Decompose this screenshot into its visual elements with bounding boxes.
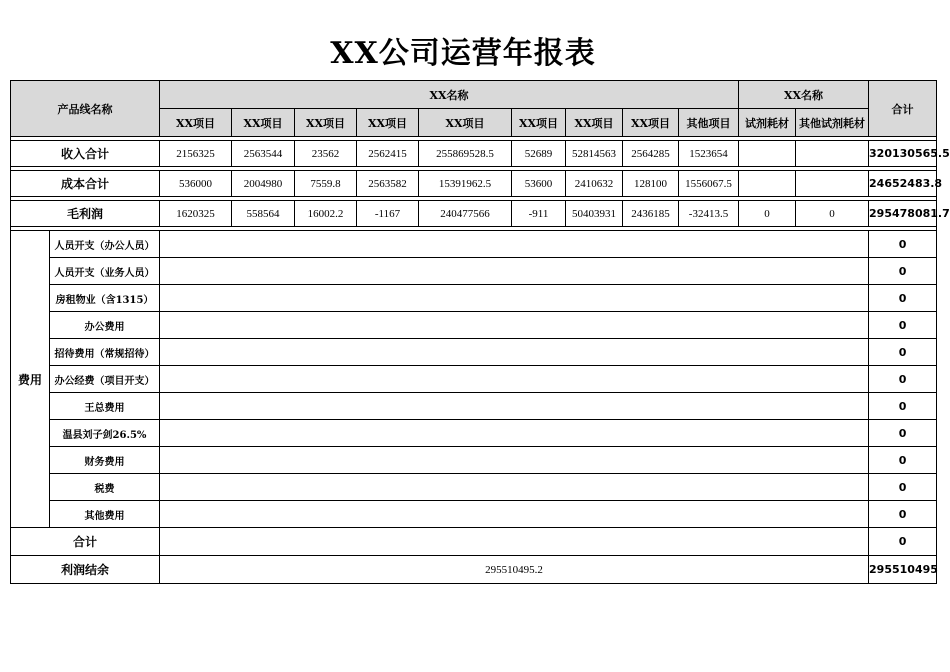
column-header: XX项目 [160, 109, 232, 137]
expense-row [11, 447, 937, 474]
column-header: XX项目 [623, 109, 679, 137]
expense-label: 王总费用 [50, 393, 160, 420]
value-cell: 1556067.5 [679, 171, 739, 197]
expense-row [11, 312, 937, 339]
value-cell: 52814563 [566, 141, 623, 167]
value-cell: 255869528.5 [419, 141, 512, 167]
expense-total: 0 [869, 258, 937, 285]
column-header: 试剂耗材 [739, 109, 796, 137]
column-header: 其他试剂耗材 [796, 109, 869, 137]
gross-profit-row-label: 毛利润 [11, 201, 160, 227]
expense-value-cell [160, 420, 869, 447]
value-cell: 240477566 [419, 201, 512, 227]
column-header: XX项目 [232, 109, 295, 137]
product-line-header: 产品线名称 [11, 81, 160, 137]
cost-row-total: 24652483.8 [869, 171, 937, 197]
expense-value-cell [160, 231, 869, 258]
value-cell: 0 [739, 201, 796, 227]
value-cell [796, 141, 869, 167]
expense-label: 办公经费（项目开支） [50, 366, 160, 393]
value-cell: 52689 [512, 141, 566, 167]
expense-total: 0 [869, 393, 937, 420]
annual-report-table [10, 80, 950, 584]
expense-value-cell [160, 285, 869, 312]
expense-row [11, 339, 937, 366]
expense-sum-value-cell [160, 528, 869, 556]
expense-value-cell [160, 474, 869, 501]
value-cell: 558564 [232, 201, 295, 227]
profit-row [11, 556, 937, 584]
value-cell [739, 171, 796, 197]
expense-total: 0 [869, 366, 937, 393]
cost-row [11, 171, 937, 197]
total-header: 合计 [869, 81, 937, 137]
expense-label: 房租物业（含1315） [50, 285, 160, 312]
expense-group-label: 费用 [11, 231, 50, 528]
profit-label: 利润结余 [11, 556, 160, 584]
value-cell: 2156325 [160, 141, 232, 167]
expense-label: 人员开支（业务人员） [50, 258, 160, 285]
expense-label: 招待费用（常规招待） [50, 339, 160, 366]
expense-total: 0 [869, 501, 937, 528]
income-row-label: 收入合计 [11, 141, 160, 167]
profit-value: 295510495.2 [160, 556, 869, 584]
value-cell: -1167 [357, 201, 419, 227]
expense-value-cell [160, 501, 869, 528]
value-cell: 1523654 [679, 141, 739, 167]
expense-row [11, 285, 937, 312]
report-title: XX公司运营年报表 [330, 36, 596, 71]
gross-profit-row-total: 295478081.7 [869, 201, 937, 227]
expense-row [11, 258, 937, 285]
income-row-total: 320130565.5 [869, 141, 937, 167]
expense-value-cell [160, 393, 869, 420]
expense-total: 0 [869, 285, 937, 312]
expense-value-cell [160, 339, 869, 366]
expense-label: 人员开支（办公人员） [50, 231, 160, 258]
income-row [11, 141, 937, 167]
expense-value-cell [160, 447, 869, 474]
expense-row [11, 420, 937, 447]
column-header: XX项目 [566, 109, 623, 137]
column-header: 其他项目 [679, 109, 739, 137]
value-cell: 2410632 [566, 171, 623, 197]
value-cell: 16002.2 [295, 201, 357, 227]
expense-row [11, 231, 937, 258]
expense-total: 0 [869, 312, 937, 339]
expense-label: 办公费用 [50, 312, 160, 339]
expense-label: 温县刘子剑26.5% [50, 420, 160, 447]
expense-sum-total: 0 [869, 528, 937, 556]
expense-total: 0 [869, 474, 937, 501]
value-cell [796, 171, 869, 197]
expense-row [11, 474, 937, 501]
value-cell: 50403931 [566, 201, 623, 227]
expense-sum-label: 合计 [11, 528, 160, 556]
column-header: XX项目 [357, 109, 419, 137]
value-cell: 2563544 [232, 141, 295, 167]
value-cell [739, 141, 796, 167]
expense-row [11, 393, 937, 420]
value-cell: 15391962.5 [419, 171, 512, 197]
value-cell: 1620325 [160, 201, 232, 227]
expense-label: 其他费用 [50, 501, 160, 528]
value-cell: 7559.8 [295, 171, 357, 197]
value-cell: 536000 [160, 171, 232, 197]
expense-total: 0 [869, 339, 937, 366]
expense-total: 0 [869, 447, 937, 474]
value-cell: -32413.5 [679, 201, 739, 227]
value-cell: 53600 [512, 171, 566, 197]
column-header: XX项目 [512, 109, 566, 137]
expense-value-cell [160, 258, 869, 285]
cost-row-label: 成本合计 [11, 171, 160, 197]
value-cell: 23562 [295, 141, 357, 167]
expense-total: 0 [869, 231, 937, 258]
value-cell: 2564285 [623, 141, 679, 167]
value-cell: 2004980 [232, 171, 295, 197]
value-cell: 2436185 [623, 201, 679, 227]
profit-total: 295510495 [869, 556, 937, 584]
value-cell: 2562415 [357, 141, 419, 167]
expense-value-cell [160, 312, 869, 339]
expense-total: 0 [869, 420, 937, 447]
value-cell: 128100 [623, 171, 679, 197]
value-cell: 0 [796, 201, 869, 227]
gross-profit-row [11, 201, 937, 227]
group2-header: XX名称 [739, 81, 869, 109]
expense-row [11, 501, 937, 528]
expense-row [11, 366, 937, 393]
expense-value-cell [160, 366, 869, 393]
value-cell: 2563582 [357, 171, 419, 197]
expense-label: 财务费用 [50, 447, 160, 474]
value-cell: -911 [512, 201, 566, 227]
column-header: XX项目 [295, 109, 357, 137]
column-header: XX项目 [419, 109, 512, 137]
expense-label: 税费 [50, 474, 160, 501]
group1-header: XX名称 [160, 81, 739, 109]
expense-sum-row [11, 528, 937, 556]
